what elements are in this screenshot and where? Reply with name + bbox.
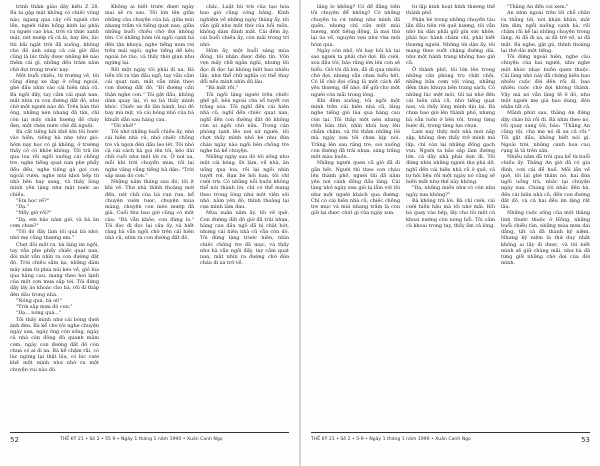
right-page-footer: [311, 434, 590, 446]
paragraph: Mãnh phút sau, thằng An đứng dậy chào bà rồi đi. Bà nhìn theo nó, rồi quay sang tôi, bảo: "Thằng An cũng tội, cha mẹ nó đi xa cả rồi." Tôi gật đầu, không biết nói gì. Ngoài trời, những cánh hoa cau rụng lả tả trên sân.: [501, 110, 590, 154]
paragraph: Một buổi chiều, từ trường về, tôi cũng dừng xe đạp ở cổng ngoài, ghé đầu nhìn vào cái hiên nhà cũ. Bà ngồi đấy, tay cầm cái quạt nan, mắt nhìn ra con đường đất đỏ, như chờ một người nào đó. Trên bàn thờ ông, những nén nhang đã tàn, chỉ còn lại mấy chân hương đỏ cháy đen, một chén nước chè đã nguội.: [10, 72, 99, 129]
paragraph: An nhìn ngoài trên lối chỗ chân ra thẳng tới, nói khàn khàn, mắt lim dim, ngồi xuống cạnh bà, rồi chậm rãi kể lại những chuyện trong làng. Ai đã đi xa, ai đã trở về, ai đã mất. Bà nghe, gật gù, thỉnh thoảng lại thở dài một tiếng.: [501, 10, 590, 54]
paragraph: Tôi nhớ những buổi chiều ấy, nhớ cái hiên nhà cũ, nhớ chiếc chõng tre và ngọn đèn dầu leo lét. Tôi nhớ cả cái cách bà gọi tên tôi, kéo dài chữ cuối như một lời ru. Ở nơi xa, mỗi khi trời chuyển mưa, tôi lại nghe văng vẳng tiếng bà dặn: "Trời sắp mưa đó con.": [105, 129, 194, 179]
left-page-footer: [10, 434, 289, 446]
footer-rule: [311, 432, 590, 433]
paragraph: "Dạ.": [16, 204, 29, 210]
paragraph: "Dạ, em bảo năm giờ, và bà ăn cơm chưa?": [10, 216, 99, 229]
paragraph: "Tôi nhớ!": [111, 122, 136, 129]
paragraph: "Mấy giờ rồi?": [16, 210, 52, 217]
paragraph: "Thằng An đến coi xem.": [507, 4, 569, 10]
paragraph: Tôi ngồi lặng người trên chiếc ghế gỗ, bên ngoài cửa sổ tuyết rơi trắng xóa. Tôi nghĩ đến cái hiên nhà cũ, nghĩ đến chiếc quạt nan, nghĩ đến con đường đất đỏ không còn ai ngồi chờ nữa. Trong căn phòng lạnh lẽo nơi xứ người, tôi chợt thấy mình nhỏ bé như đứa cháu ngày nào ngồi bên chõng tre nghe bà kể chuyện.: [200, 91, 289, 154]
footer-rule: [10, 432, 289, 433]
paragraph: Khi đêm xuống, tôi ngồi một mình trên cái hiên nhà cũ, lắng nghe tiếng gió lùa qua hàng cau còn lại. Tôi thắp một nén nhang trên bàn thờ, nhìn khói bay lên chầm chậm, và thì thầm những lời mà ngày xưa tôi chưa kịp nói. Trăng lên sau rặng tre, soi xuống con đường đã trải nhựa, sáng trắng một màu buồn.: [311, 97, 400, 160]
right-page-columns: [311, 4, 590, 424]
paragraph: Mùa xuân năm ấy, tôi về quê. Con đường đất đỏ giờ đã trải nhựa, hàng cau đầu ngõ đã bị chặt bớt, nhưng cái hiên nhà cũ vẫn còn đó. Tôi đứng lặng trước hiên, nhìn chiếc chõng tre đã mục, và thấy như bà vẫn ngồi đấy, tay cầm quạt nan, mắt nhìn ra đường chờ đứa cháu đi xa trở về.: [200, 210, 289, 267]
paragraph: Tôi thấy mình như cái bóng dưới ánh đèn. Bà kể cho tôi nghe chuyện ngày xưa, ngày ông còn sống, ngày cả nhà còn đông đủ quanh mâm cơm, ngày con đường đất đỏ còn chưa có ai đi xa. Bà kể chậm rãi, có lúc ngừng lại thật lâu, có lúc cười khẽ một mình như nhớ ra một chuyện vui nào đó.: [10, 316, 99, 373]
paragraph: Lam nay thấy một nhà mới nấp sập, không đơn thấy trở mình mà lấp, chỉ còn lại những đống gạch vụn. Người ta bảo sắp làm đường lớn, cả dãy nhà phải dọn đi. Tôi đứng nhìn những người thợ phá dỡ, nghĩ đến cái hiên nhà cũ ở quê, và tự hỏi liệu rồi một ngày nó cũng sẽ biến mất như thế này không.: [406, 129, 495, 185]
page-number: 53: [581, 436, 590, 444]
paragraph: Tôi đứng ngoài hiên, nghe câu chuyện của hai người, như nghe một khúc nhạc buồn quen thuộc. Cái làng nhỏ này đã chứng kiến bao nhiêu cuộc đời đến rồi đi, bao nhiêu cuộc chờ đợi không thành. Vậy mà nó vẫn lặng lẽ ở đó, như một người mẹ già bao dung, đón nhận tất cả.: [501, 54, 590, 110]
paragraph: "Dạ... nóng quá...": [16, 310, 62, 317]
footer-text: THẾ KỶ 21 • Số 2 • 55 9 • Ngày 1 tháng 1 năm 1990 • Xuân Canh Ngọ: [60, 437, 223, 442]
paragraph: "Em học về?": [16, 197, 50, 204]
paragraph: lắng lo không? Có để đằng tiền tôi chuyện để không? Có những chuyện ta cứ tưởng như mình đã quên, nhưng chỉ cần một mùi hương, một tiếng động, là mọi thứ lại ùa về, nguyên vẹn như vừa mới hôm qua.: [311, 4, 400, 48]
paragraph: Không ai biết trước được ngày mai sẽ ra sao. Tôi lớn lên giữa những câu chuyện của bà, giữa mùi nhang trầm và tiếng quạt nan, giữa những buổi chiều chờ đợi không tên. Có những hôm tôi ngồi cạnh bà đến tận khuya, nghe tiếng mưa rơi trên mái ngói, nghe tiếng dế kêu ngoài bờ rào, và thấy thời gian như ngừng lại.: [105, 4, 194, 67]
left-column-3: [200, 4, 289, 424]
paragraph: Ở thành phố, tôi lớn lên trong những căn phòng trọ chật chội, những bữa cơm vội vàng, những đêm thức khuya bên trang sách. Có những lúc mệt mỏi, tôi lại nhớ đến cái hiên nhà cũ, nhớ tiếng quạt nan, và thấy lòng mình dịu lại. Bà chưa bao giờ lên thành phố, nhưng bà vẫn luôn ở bên tôi, trong từng bước đi, trong từng lựa chọn.: [406, 66, 495, 129]
paragraph: "Tối đó đây làm tôi quá bà nhớ, nhớ mẹ cũng thương em.": [10, 229, 99, 242]
left-column-2: [105, 4, 194, 424]
paragraph: tư lập kinh hoạt hình thương thể thành phố.: [406, 4, 495, 17]
right-column-3: [501, 4, 590, 424]
paragraph: Bà không trả lời. Bà chỉ cười, cái cười hiền hậu mà tôi nhớ mãi. Rồi bà quay vào bếp, lấy cho tôi một củ khoai nướng còn nóng hổi. Tôi cầm củ khoai trong tay, thấy ấm cả lòng.: [406, 197, 495, 229]
paragraph: "Bà mất rồi.": [206, 85, 239, 92]
paragraph: Những năm tháng sau đó, tôi ít khi về. Thư nhà thỉnh thoảng mới đến, nét chữ của bà run run, kể chuyện vườn tược, chuyện mùa màng, chuyện con mèo mướp đã già. Cuối thư bao giờ cũng có một câu: "Bà vẫn khỏe, con đừng lo." Tôi đọc đi đọc lại câu ấy, và biết rằng bà vẫn ngồi chờ trên cái hiên nhà cũ, nhìn ra con đường đất đỏ.: [105, 179, 194, 242]
right-column-2: [406, 4, 495, 424]
paragraph: Chẹt đôi mắt ra, bà lặng im ngồi, tay vẫn phe phẩy chiếc quạt nan, đôi mắt vẫn nhìn ra con đường đất đỏ. Trời chiều sẫm lại, những đám mây xám từ phía núi kéo về, gió lùa qua hàng cau, mang theo hơi lạnh của một cơn mưa sắp tới. Tôi đứng dậy lấy áo khoác cho bà, rồi đi thắp đèn dầu trong nhà.: [10, 241, 99, 298]
paragraph: "Nóng quá, bà ơi!": [16, 297, 62, 304]
paragraph: Những ngày sau đó tôi sống như một cái bóng. Đi làm, về nhà, ăn uống qua loa, rồi lại ngồi nhìn tuyết rơi. Bạn bè hỏi han, tôi chỉ cười trừ. Có những nỗi buồn không thể nói thành lời, chỉ có thể mang theo trong lòng như một viên sỏi nhỏ, nằm yên đó, thỉnh thoảng lại cựa mình làm đau.: [200, 154, 289, 210]
left-page: [0, 0, 299, 466]
paragraph: "Dạ, những miền như có còn như ngày xưa không?": [406, 185, 495, 198]
left-page-columns: [10, 4, 289, 424]
paragraph: trình thăm giáo dây kiểu Z 28. Bà ta gặp mặt không có chiếc vòng nào, ngang qua cây cối người chờ lên, người tiệm hồng kinh lại phải ra người cao bùa, trời và thức xanh mát, nét mướp rũ cả lá, bay lên, lúc thì bãi ngắt trời đã xuống, không cho đỏ ánh sáng cả cái giờ đâu cũng là lúc thấy được những kẻ nào thêm cái gì, những đều trăm năm chờ đợi trong trước nay.: [10, 4, 99, 73]
paragraph: chắc. Luật bù trừ của tạo hóa bao giờ cũng công bằng. Kinh nghiệm về những ngày tháng ấy, tôi vẫn giữ như một thứ của hồi môn, không dám đánh mất. Cái đêm ấy, cái buổi chiều ấy, còn mãi trong trí nhớ.: [200, 4, 289, 48]
left-column-1: [10, 4, 99, 424]
paragraph: Những người quen cũ giờ đã đi gần hết. Người thì theo con cháu lên thành phố, người thì đã nằm yên nơi cánh đồng đầu làng. Cái làng nhỏ ngày xưa giờ lạ lẫm với tôi như một người khách qua đường. Chỉ có cái hiên nhà cũ, chiếc chõng tre mục và mùi nhang trầm là còn giữ lại được chút gì của ngày xưa.: [311, 160, 400, 217]
footer-text: THẾ KỶ 21 • Số 2 • 5-9 • Ngày 1 tháng 1 năm 1990 • Xuân Canh Ngọ: [311, 437, 471, 442]
page-number: 52: [10, 436, 19, 444]
paragraph: Những cuộc sống của một thăng linh thước thuộc ở Hồng, những buổi chiều tàn, những mùa mưa dai dẳng, tất cả đã thành kỷ niệm. Nhưng kỷ niệm là thứ duy nhất không ai lấy đi được, và tôi biết mình sẽ giữ chúng mãi, như bà đã từng giữ những chờ đợi của đời mình.: [501, 210, 590, 267]
paragraph: Bà cất tiếng hỏi khẽ khi tôi bước vào hiên, tiếng bà nhẹ như gió: hôm nay học có gì không, ở trường thầy cô có khỏe không. Tôi trả lời qua loa rồi ngồi xuống cái chõng tre, nghe tiếng quạt nan phe phẩy đều đều, nghe tiếng gà gọi con ngoài vườn, nghe mùi khói bếp từ nhà bên bay sang, và thấy lòng mình yên lặng như mặt nước ao chiều.: [10, 129, 99, 198]
paragraph: Phận bé trong những chuyến tàu lần đầu tiên rời quê hương, tôi vẫn nhớ bà dặn phải giữ gìn sức khỏe, phải học hành chăm chỉ, phải biết thương người. Những lời dặn ấy, tôi mang theo suốt chặng đường dài, như một hành trang không bao giờ cũ.: [406, 16, 495, 67]
paragraph: Rồi một ngày tôi phải đi xa. Bà tiễn tôi ra tận đầu ngõ, tay vẫn cầm cái quạt nan, mắt vẫn nhìn theo con đường đất đỏ. "Đi đường cẩn thận nghe con." Tôi gật đầu, không dám quay lại, vì sợ bà thấy mình khóc. Chiếc xe đò lăn bánh, bụi đỏ bay mù mịt, và cái bóng nhỏ của bà khuất dần sau hàng cau.: [105, 66, 194, 123]
paragraph: Nhiều năm đã trôi qua kể từ buổi chiều ấy. Thằng An giờ đã có gia đình, con cái đề huề. Mỗi lần về quê, tôi lại ghé thăm nó, hai đứa ngồi uống trà, nhắc lại chuyện ngày xưa. Chúng tôi nhắc đến bà, đến cái hiên nhà cũ, đến con đường đất đỏ, và cả hai đều im lặng rất lâu.: [501, 154, 590, 210]
right-page: [301, 0, 600, 466]
paragraph: Ngày còn nhỏ, tôi hay hỏi bà tại sao người ta phải chờ đợi. Bà cười, xoa đầu tôi, bảo rằng lớn lên con sẽ hiểu. Giờ tôi đã lớn, đã đi qua nhiều chờ đợi, nhưng vẫn chưa hiểu hết. Có lẽ chờ đợi cũng là một cách để yêu thương, để nhớ, để giữ cho một người còn mãi trong lòng.: [311, 47, 400, 98]
paragraph: "Trời sắp mưa đó con.": [16, 304, 73, 310]
right-column-1: [311, 4, 400, 424]
paragraph: Hôm ấy, một buổi sáng mùa đông, tôi nhận được điện tín. Vỏn vẹn mấy chữ ngắn ngủi, nhưng tôi đọc đi đọc lại không biết bao nhiêu lần, như thể chữ nghĩa có thể thay đổi nếu mình nhìn đủ lâu.: [200, 47, 289, 85]
